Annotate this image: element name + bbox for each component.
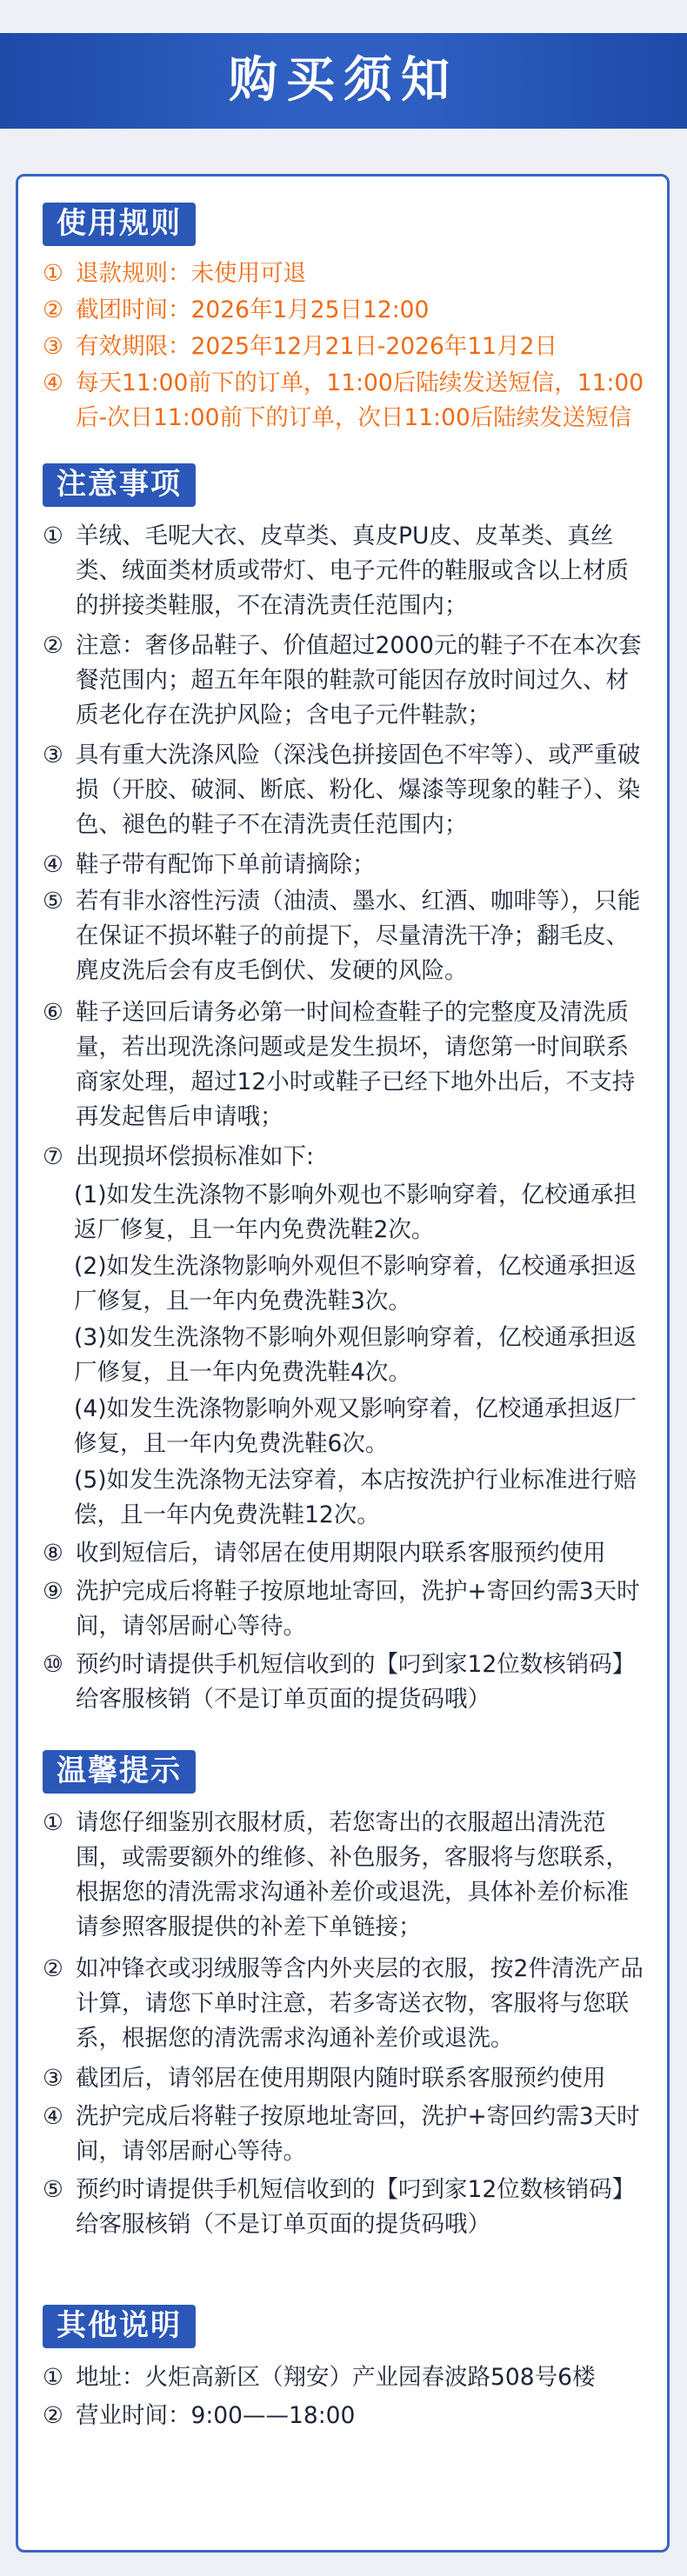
list-item: ② 如冲锋衣或羽绒服等含内外夹层的衣服，按2件清洗产品计算，请您下单时注意，若多寄送衣物，客服将与您联系，根据您的清洗需求沟通补差价或退洗。 <box>43 1955 644 2052</box>
list-item: (1)如发生洗涤物不影响外观也不影响穿着，亿校通承担返厂修复，且一年内免费洗鞋2次。 <box>74 1181 637 1243</box>
section-usage-rules <box>43 203 651 431</box>
section-notes <box>43 463 651 1713</box>
list-item: ① 退款规则：未使用可退 <box>43 260 306 287</box>
list-item: ② 营业时间：9:00——18:00 <box>43 2402 356 2429</box>
list-item: ① 请您仔细鉴别衣服材质，若您寄出的衣服超出清洗范围，或需要额外的维修、补色服务，客服将与您联系，根据您的清洗需求沟通补差价或退洗，具体补差价标准请参照客服提供的补差下单链接； <box>43 1809 629 1940</box>
list-item: (4)如发生洗涤物影响外观又影响穿着，亿校通承担返厂修复，且一年内免费洗鞋6次。 <box>74 1395 637 1457</box>
list-item: ⑤ 预约时请提供手机短信收到的【叼到家12位数核销码】给客服核销（不是订单页面的提货码哦） <box>43 2176 636 2238</box>
list-item: (2)如发生洗涤物影响外观但不影响穿着，亿校通承担返厂修复，且一年内免费洗鞋3次。 <box>74 1253 637 1315</box>
list-item: (5)如发生洗涤物无法穿着，本店按洗护行业标准进行赔偿，且一年内免费洗鞋12次。 <box>74 1467 637 1528</box>
list-item: ② 注意：奢侈品鞋子、价值超过2000元的鞋子不在本次套餐范围内；超五年年限的鞋款可能因存放时间过久、材质老化存在洗护风险；含电子元件鞋款； <box>43 632 642 729</box>
list-item: ③ 具有重大洗涤风险（深浅色拼接固色不牢等）、或严重破损（开胶、破洞、断底、粉化、爆漆等现象的鞋子）、染色、褪色的鞋子不在清洗责任范围内； <box>43 742 641 838</box>
list-item: ① 羊绒、毛呢大衣、皮草类、真皮PU皮、皮革类、真丝类、绒面类材质或带灯、电子元件的鞋服或含以上材质的拼接类鞋服，不在清洗责任范围内； <box>43 523 629 619</box>
list-item: ⑤ 若有非水溶性污渍（油渍、墨水、红酒、咖啡等），只能在保证不损坏鞋子的前提下，尽量清洗干净；翻毛皮、麂皮洗后会有皮毛倒伏、发硬的风险。 <box>43 888 641 984</box>
notice-card <box>16 174 670 2553</box>
list-item: ③ 有效期限：2025年12月21日-2026年11月2日 <box>43 333 557 360</box>
list-item: ④ 鞋子带有配饰下单前请摘除； <box>43 851 376 878</box>
list-item: ⑨ 洗护完成后将鞋子按原地址寄回，洗护+寄回约需3天时间，请邻居耐心等待。 <box>43 1578 640 1640</box>
section-title: 其他说明 <box>43 2305 196 2348</box>
list-item: ④ 洗护完成后将鞋子按原地址寄回，洗护+寄回约需3天时间，请邻居耐心等待。 <box>43 2103 640 2165</box>
section-title: 温馨提示 <box>43 1750 196 1794</box>
list-item: ② 截团时间：2026年1月25日12:00 <box>43 296 430 323</box>
section-other-info <box>43 2305 651 2429</box>
header-banner <box>0 33 687 129</box>
list-item: ① 地址：火炬高新区（翔安）产业园春波路508号6楼 <box>43 2364 596 2391</box>
list-item: (3)如发生洗涤物不影响外观但影响穿着，亿校通承担返厂修复，且一年内免费洗鞋4次。 <box>74 1324 637 1386</box>
list-item: ⑩ 预约时请提供手机短信收到的【叼到家12位数核销码】给客服核销（不是订单页面的提货码哦） <box>43 1651 636 1713</box>
list-item: ⑦ 出现损坏偿损标准如下: <box>43 1143 314 1170</box>
section-title: 注意事项 <box>43 463 196 507</box>
list-item: ⑥ 鞋子送回后请务必第一时间检查鞋子的完整度及清洗质量，若出现洗涤问题或是发生损坏，请您第一时间联系商家处理，超过12小时或鞋子已经下地外出后，不支持再发起售后申请哦； <box>43 999 636 1130</box>
list-item: ③ 截团后，请邻居在使用期限内随时联系客服预约使用 <box>43 2065 606 2092</box>
page-title: 购买须知 <box>229 52 458 109</box>
list-item: ④ 每天11:00前下的订单，11:00后陆续发送短信，11:00后-次日11:00前下的订单，次日11:00后陆续发送短信 <box>43 369 644 431</box>
section-tips <box>43 1750 651 2238</box>
section-title: 使用规则 <box>43 203 196 246</box>
list-item: ⑧ 收到短信后，请邻居在使用期限内联系客服预约使用 <box>43 1540 606 1567</box>
